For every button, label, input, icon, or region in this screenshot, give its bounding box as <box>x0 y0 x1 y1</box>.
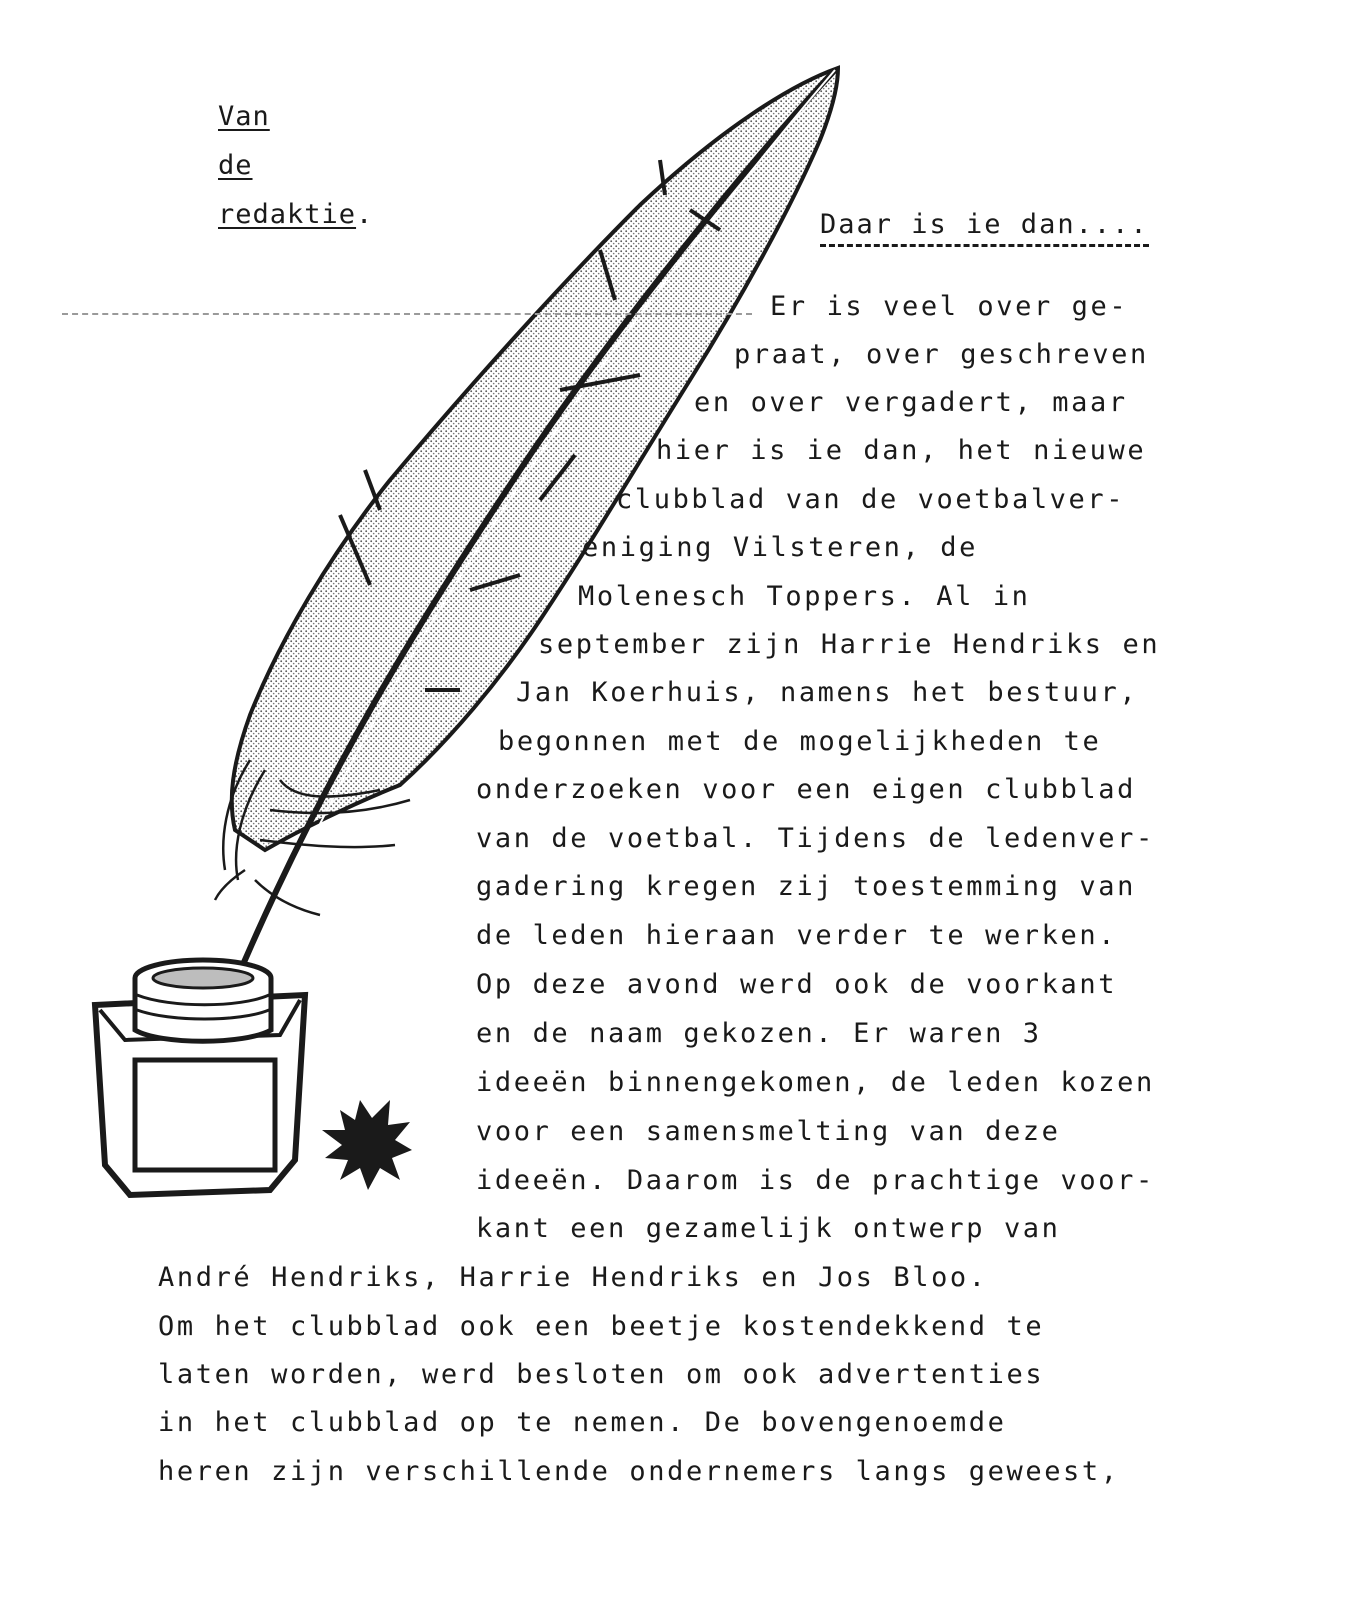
body-line: laten worden, werd besloten om ook advertenties <box>158 1359 1045 1390</box>
heading-line-de: de <box>218 150 253 181</box>
body-line: praat, over geschreven <box>734 339 1149 370</box>
heading-punctuation: . <box>356 199 374 230</box>
body-line: heren zijn verschillende ondernemers langs geweest, <box>158 1456 1120 1487</box>
body-line: hier is ie dan, het nieuwe <box>656 435 1147 466</box>
body-line: André Hendriks, Harrie Hendriks en Jos Bloo. <box>158 1262 988 1293</box>
body-line: september zijn Harrie Hendriks en <box>538 629 1161 660</box>
section-heading <box>218 92 373 239</box>
heading-line-redaktie: redaktie <box>218 199 357 230</box>
body-line: van de voetbal. Tijdens de ledenver- <box>476 823 1155 854</box>
article-subtitle: Daar is ie dan.... <box>820 208 1149 247</box>
ink-splatter-icon <box>322 1100 412 1190</box>
body-line: onderzoeken voor een eigen clubblad <box>476 774 1136 805</box>
body-line: begonnen met de mogelijkheden te <box>498 726 1102 757</box>
body-line: ideeën binnengekomen, de leden kozen <box>476 1067 1155 1098</box>
body-line: in het clubblad op te nemen. De bovengenoemde <box>158 1407 1007 1438</box>
heading-line-van: Van <box>218 101 270 132</box>
body-line: Er is veel over ge- <box>770 291 1129 322</box>
body-line: voor een samensmelting van deze <box>476 1116 1061 1147</box>
section-divider <box>62 313 752 315</box>
body-line: Om het clubblad ook een beetje kostendekkend te <box>158 1311 1045 1342</box>
body-line: en de naam gekozen. Er waren 3 <box>476 1018 1042 1049</box>
body-line: de leden hieraan verder te werken. <box>476 920 1118 951</box>
body-line: en over vergadert, maar <box>694 387 1128 418</box>
body-line: Jan Koerhuis, namens het bestuur, <box>516 677 1139 708</box>
body-line: Op deze avond werd ook de voorkant <box>476 969 1118 1000</box>
body-line: ideeën. Daarom is de prachtige voor- <box>476 1165 1155 1196</box>
body-line: kant een gezamelijk ontwerp van <box>476 1213 1061 1244</box>
body-line: clubblad van de voetbalver- <box>616 484 1126 515</box>
inkwell-icon <box>95 960 305 1195</box>
body-line: gadering kregen zij toestemming van <box>476 871 1136 902</box>
body-line: Molenesch Toppers. Al in <box>578 581 1031 612</box>
body-line: eniging Vilsteren, de <box>582 532 978 563</box>
